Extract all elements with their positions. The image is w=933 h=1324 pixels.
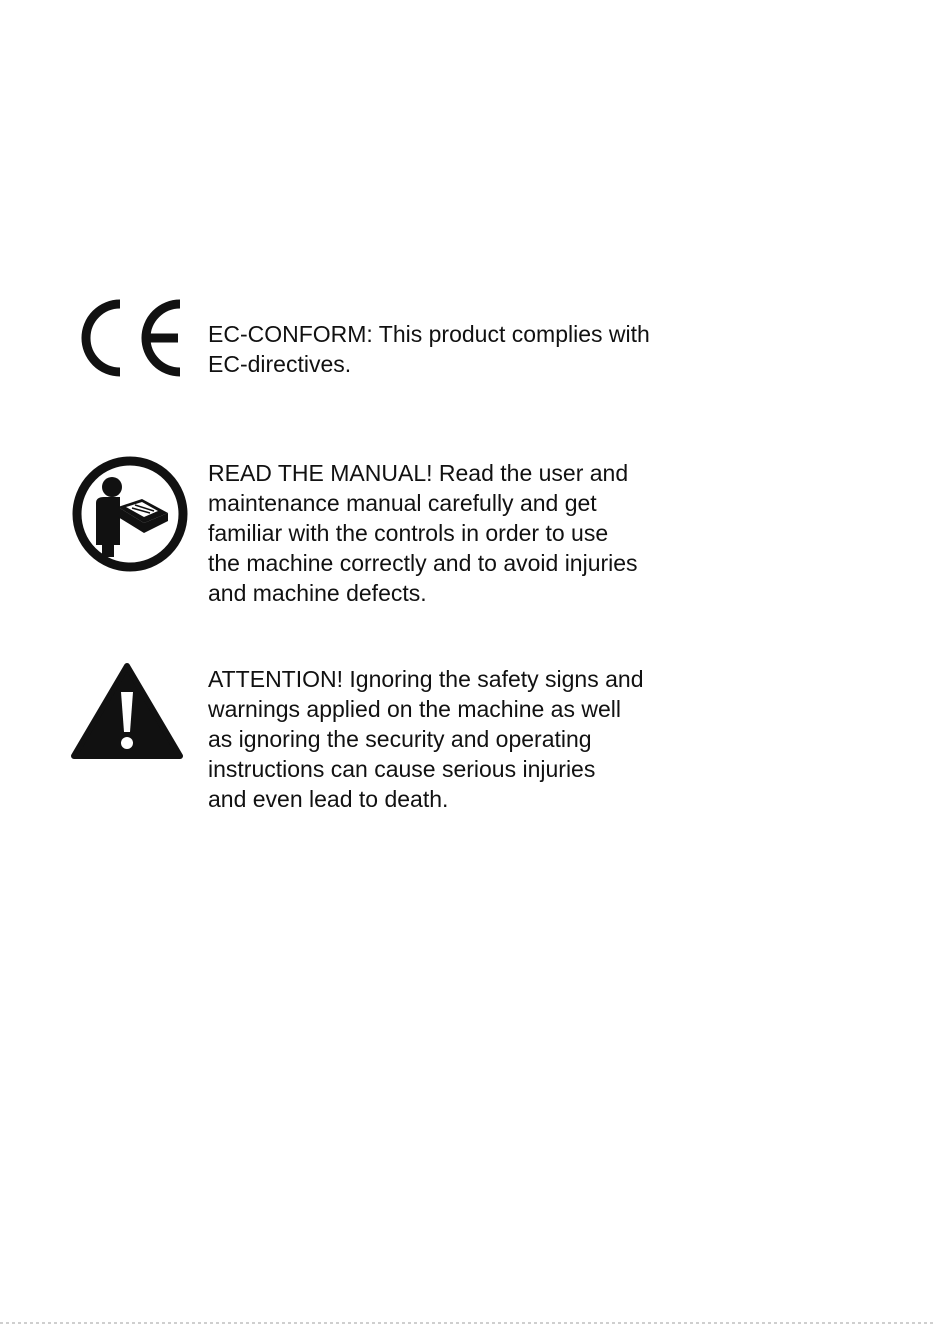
attention-text: ATTENTION! Ignoring the safety signs and warnings applied on the machine as well as ignoring the security and operating instructions can cause serious injuries and even lead to death. bbox=[208, 666, 644, 812]
ce-mark-icon bbox=[70, 298, 184, 378]
warning-triangle-icon bbox=[70, 662, 184, 760]
read-manual-icon bbox=[70, 455, 190, 573]
ce-notice-text: EC-CONFORM: This product complies with EC-directives. bbox=[208, 321, 650, 377]
read-manual-text: READ THE MANUAL! Read the user and maintenance manual carefully and get familiar with the controls in order to use the machine correctly and to avoid injuries and machine defects. bbox=[208, 460, 638, 606]
